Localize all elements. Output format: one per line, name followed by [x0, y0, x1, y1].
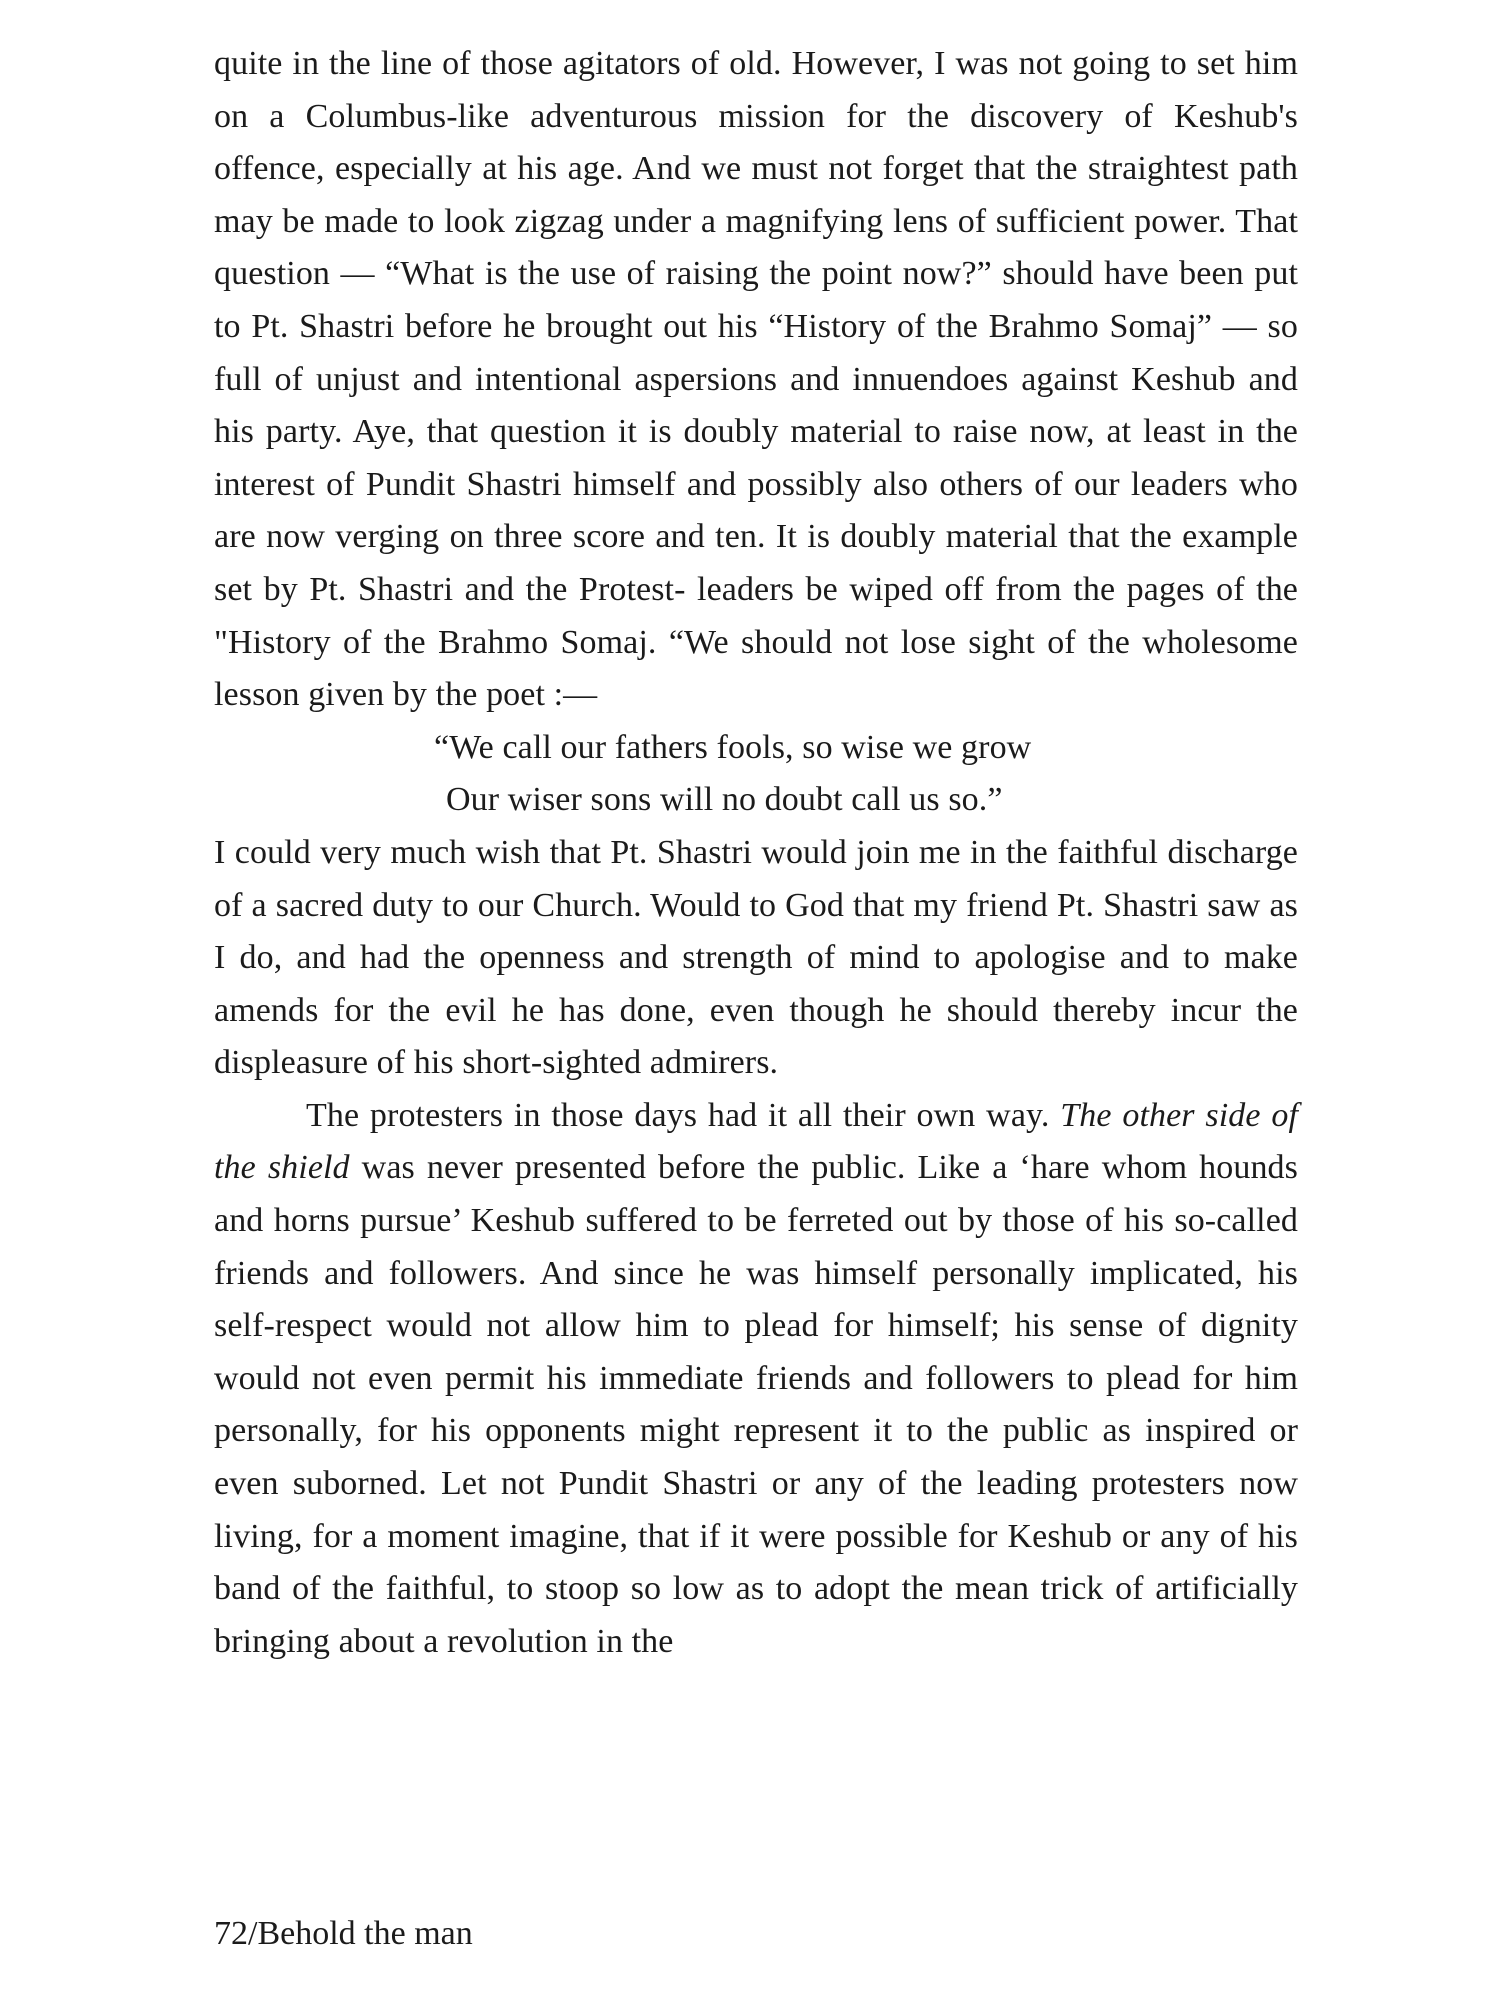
- paragraph-continued: quite in the line of those agitators of old. However, I was not going to set him on a Columbus-like adventurous mission for the discovery of Keshub's offence, especially at his age. And we must not forget that the straightest path may be made to look zigzag under a magnifying lens of sufficient power. That question — “What is the use of raising the point now?” should have been put to Pt. Shastri before he brought out his “History of the Brahmo Somaj” — so full of unjust and intentional aspersions and innuendoes against Keshub and his party. Aye, that question it is doubly material to raise now, at least in the interest of Pundit Shastri himself and possibly also others of our leaders who are now verging on three score and ten. It is doubly material that the example set by Pt. Shastri and the Protest- leaders be wiped off from the pages of the "History of the Brahmo Somaj. “We should not lose sight of the wholesome lesson given by the poet :—: [214, 45, 1298, 714]
- paragraph-protesters: [214, 1090, 1298, 1669]
- paragraph-wish: I could very much wish that Pt. Shastri would join me in the faithful discharge of a sacred duty to our Church. Would to God that my friend Pt. Shastri saw as I do, and had the openness and strength of mind to apologise and to make amends for the evil he has done, even though he should thereby incur the displeasure of his short-sighted admirers.: [214, 833, 1298, 1082]
- page-footer: 72/Behold the man: [214, 1915, 473, 1952]
- poem-line-1: “We call our fathers fools, so wise we grow: [434, 728, 1032, 766]
- italic-phrase: The other side of the shield: [214, 1096, 1298, 1187]
- paragraph-protesters-lead: The protesters in those days had it all their own way.: [306, 1096, 1061, 1134]
- poem-quotation: [214, 722, 1298, 827]
- page-body: [214, 38, 1298, 1668]
- paragraph-protesters-rest: was never presented before the public. Like a ‘hare whom hounds and horns pursue’ Keshub suffered to be ferreted out by those of his so-called friends and followers. And since he was himself personally implicated, his self-respect would not allow him to plead for himself; his sense of dignity would not even permit his immediate friends and followers to plead for him personally, for his opponents might represent it to the public as inspired or even suborned. Let not Pundit Shastri or any of the leading protesters now living, for a moment imagine, that if it were possible for Keshub or any of his band of the faithful, to stoop so low as to adopt the mean trick of artificially bringing about a revolution in the: [214, 1149, 1298, 1660]
- poem-line-2: Our wiser sons will no doubt call us so.”: [446, 781, 1003, 819]
